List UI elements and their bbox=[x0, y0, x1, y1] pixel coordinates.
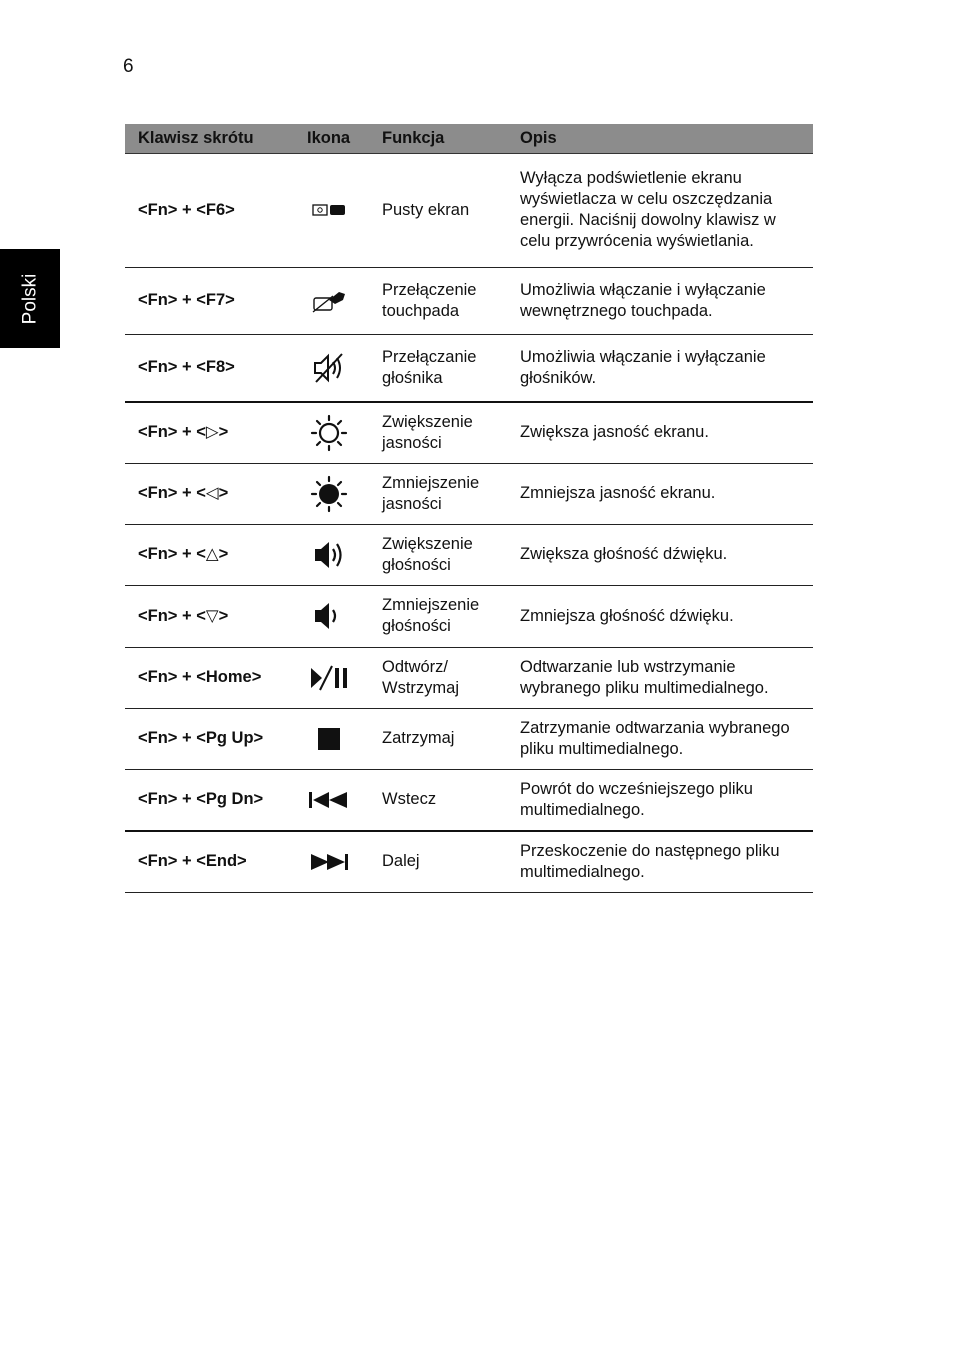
function-name: Zmniejszenie jasności bbox=[382, 473, 480, 513]
table-row bbox=[125, 267, 813, 334]
function-description: Zmniejsza głośność dźwięku. bbox=[520, 606, 734, 625]
function-description: Powrót do wcześniejszego pliku multimedialnego. bbox=[520, 779, 753, 819]
table-row bbox=[125, 585, 813, 647]
table-row bbox=[125, 153, 813, 267]
key-prefix: <Fn> + < bbox=[138, 545, 206, 563]
shortcut-key bbox=[125, 463, 293, 524]
function-name: Pusty ekran bbox=[382, 200, 470, 219]
shortcut-key bbox=[125, 402, 293, 463]
table-header-row bbox=[125, 124, 813, 153]
stop-icon bbox=[309, 725, 349, 753]
header-description: Opis bbox=[512, 124, 813, 153]
play-pause-icon bbox=[308, 664, 350, 692]
shortcut-key bbox=[125, 524, 293, 585]
key-suffix: > bbox=[218, 484, 229, 502]
shortcut-key: <Fn> + <F7> bbox=[138, 291, 235, 309]
language-side-tab bbox=[0, 249, 60, 348]
function-description: Zwiększa głośność dźwięku. bbox=[520, 545, 728, 563]
key-suffix: > bbox=[218, 545, 229, 563]
key-prefix: <Fn> + < bbox=[138, 423, 206, 442]
table-row bbox=[125, 402, 813, 463]
function-description: Odtwarzanie lub wstrzymanie wybranego pliku multimedialnego. bbox=[520, 657, 769, 697]
function-name: Zwiększenie jasności bbox=[382, 412, 473, 452]
shortcut-key: <Fn> + <End> bbox=[138, 852, 247, 871]
volume-up-icon bbox=[309, 538, 349, 572]
key-suffix: > bbox=[218, 423, 229, 442]
header-shortcut: Klawisz skrótu bbox=[125, 124, 293, 153]
shortcut-key: <Fn> + <Home> bbox=[138, 668, 262, 686]
function-name: Wstecz bbox=[382, 790, 437, 809]
function-name: Przełączenie touchpada bbox=[382, 280, 477, 320]
display-off-icon bbox=[309, 202, 349, 218]
function-description: Umożliwia włączanie i wyłączanie głośników. bbox=[520, 347, 766, 387]
function-name: Dalej bbox=[382, 852, 420, 871]
table-row bbox=[125, 708, 813, 769]
shortcut-key: <Fn> + <F8> bbox=[138, 358, 235, 377]
function-name: Przełączanie głośnika bbox=[382, 347, 477, 387]
function-description: Zatrzymanie odtwarzania wybranego pliku multimedialnego. bbox=[520, 718, 790, 758]
page-number: 6 bbox=[123, 56, 134, 77]
function-description: Zwiększa jasność ekranu. bbox=[520, 423, 709, 442]
shortcut-table bbox=[125, 124, 813, 893]
function-description: Wyłącza podświetlenie ekranu wyświetlacza w celu oszczędzania energii. Naciśnij dowolny klawisz w celu przywrócenia wyświetlania. bbox=[520, 169, 776, 250]
function-name: Zatrzymaj bbox=[382, 729, 455, 747]
key-suffix: > bbox=[218, 606, 229, 625]
speaker-toggle-icon bbox=[309, 351, 349, 385]
function-description: Przeskoczenie do następnego pliku multimedialnego. bbox=[520, 841, 780, 881]
shortcut-key bbox=[125, 585, 293, 647]
shortcut-key: <Fn> + <Pg Up> bbox=[138, 729, 264, 747]
down-arrow-key-icon: ▽ bbox=[205, 606, 219, 625]
touchpad-toggle-icon bbox=[309, 288, 349, 314]
function-name: Odtwórz/ Wstrzymaj bbox=[382, 657, 459, 697]
previous-track-icon bbox=[307, 789, 351, 811]
right-arrow-key-icon: ▷ bbox=[205, 423, 219, 442]
table-row bbox=[125, 831, 813, 892]
table-row bbox=[125, 524, 813, 585]
shortcut-key: <Fn> + <F6> bbox=[138, 200, 235, 219]
function-description: Umożliwia włączanie i wyłączanie wewnętrznego touchpada. bbox=[520, 280, 766, 320]
table-row bbox=[125, 463, 813, 524]
shortcut-key: <Fn> + <Pg Dn> bbox=[138, 790, 264, 809]
next-track-icon bbox=[307, 851, 351, 873]
header-function: Funkcja bbox=[374, 124, 512, 153]
volume-down-icon bbox=[309, 599, 349, 633]
key-prefix: <Fn> + < bbox=[138, 606, 206, 625]
language-label: Polski bbox=[19, 273, 40, 324]
key-prefix: <Fn> + < bbox=[138, 484, 206, 502]
brightness-down-icon bbox=[309, 475, 349, 513]
table-row bbox=[125, 769, 813, 831]
up-arrow-key-icon: △ bbox=[205, 545, 219, 563]
function-name: Zwiększenie głośności bbox=[382, 534, 473, 574]
left-arrow-key-icon: ◁ bbox=[205, 484, 219, 502]
table-row bbox=[125, 334, 813, 402]
function-description: Zmniejsza jasność ekranu. bbox=[520, 484, 716, 502]
header-icon: Ikona bbox=[293, 124, 374, 153]
table-row bbox=[125, 647, 813, 708]
function-name: Zmniejszenie głośności bbox=[382, 596, 480, 635]
brightness-up-icon bbox=[309, 414, 349, 452]
